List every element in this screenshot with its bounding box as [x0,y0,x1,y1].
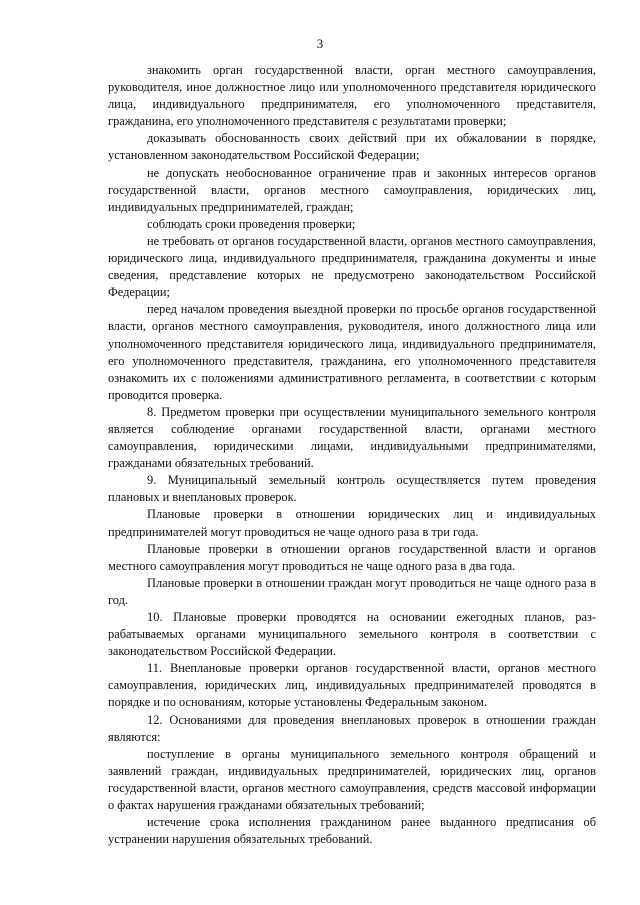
paragraph-15: поступление в органы муниципального земельного контроля обращений и заявлений граждан, индивидуальных предпринимателей, юридических лиц, органов государственной власти, органов местного самоуправления, средств массовой информации о фактах нарушения гражданами обязательных требований; [108,746,596,813]
paragraph-7-item-8: 8. Предметом проверки при осуществлении муниципального земельного контроля является соблюдение органами государственной власти, органами местного самоуправления, юридическими лицами, индивидуальными предпринимателями, гражданами обязательных требований. [108,404,596,471]
paragraph-13-item-11: 11. Внеплановые проверки органов государственной власти, органов местного самоуправления, юридических лиц, индивидуальных предпринимателей проводятся в порядке и по основаниям, которые установлены Федеральным законом. [108,661,596,710]
paragraph-1: знакомить орган государственной власти, орган местного самоуправления, руководителя, иное должностное лицо или уполномоченного представителя юридического лица, индивидуального предпринимателя, его уполномоченного представителя, гражданина, его уполномоченного представителя с результатами проверки; [108,63,596,129]
page-number: 3 [316,36,324,51]
paragraph-5: не требовать от органов государственной власти, органов местного самоуправления, юридического лица, индивидуального предпринимателя, гражданина документы и иные сведения, представление которых не предусмотрено законодательством Российской Федерации; [108,233,596,300]
paragraph-8-item-9: 9. Муниципальный земельный контроль осуществляется путем проведения плановых и внеплановых проверок. [108,473,596,505]
document-body [108,62,596,848]
paragraph-9: Плановые проверки в отношении юридических лиц и индивидуальных предпринимателей могут проводиться не чаще одного раза в три года. [108,507,596,539]
paragraph-14-item-12: 12. Основаниями для проведения внеплановых проверок в отношении граждан являются: [108,712,596,744]
paragraph-4: соблюдать сроки проведения проверки; [147,216,356,231]
paragraph-6: перед началом проведения выездной проверки по просьбе органов государственной власти, органов местного самоуправления, руководителя, иного должностного лица или уполномоченного представителя юридического лица, индивидуального предпринимателя, его уполномоченного представителя, гражданина, его уполномоченного представителя ознакомить их с положениями административного регламента, в соответствии с которым проводится проверка. [108,302,596,402]
paragraph-3: не допускать необоснованное ограничение прав и законных интересов органов государственной власти, органов местного самоуправления, юридических лиц, индивидуальных предпринимателей, граждан; [108,165,596,214]
paragraph-2: доказывать обоснованность своих действий при их обжаловании в порядке, установленном законодательством Российской Федерации; [108,131,596,163]
paragraph-16: истечение срока исполнения гражданином ранее выданного предписания об устранении нарушения обязательных требований. [108,815,596,847]
paragraph-11: Плановые проверки в отношении граждан могут проводиться не чаще одного раза в год. [108,575,596,607]
paragraph-10: Плановые проверки в отношении органов государственной власти и органов местного самоуправления могут проводиться не чаще одного раза в два года. [108,541,596,573]
paragraph-12-item-10: 10. Плановые проверки проводятся на основании ежегодных планов, разрабатываемых органами муниципального земельного контроля в соответствии с законодательством Российской Федерации. [108,610,596,659]
